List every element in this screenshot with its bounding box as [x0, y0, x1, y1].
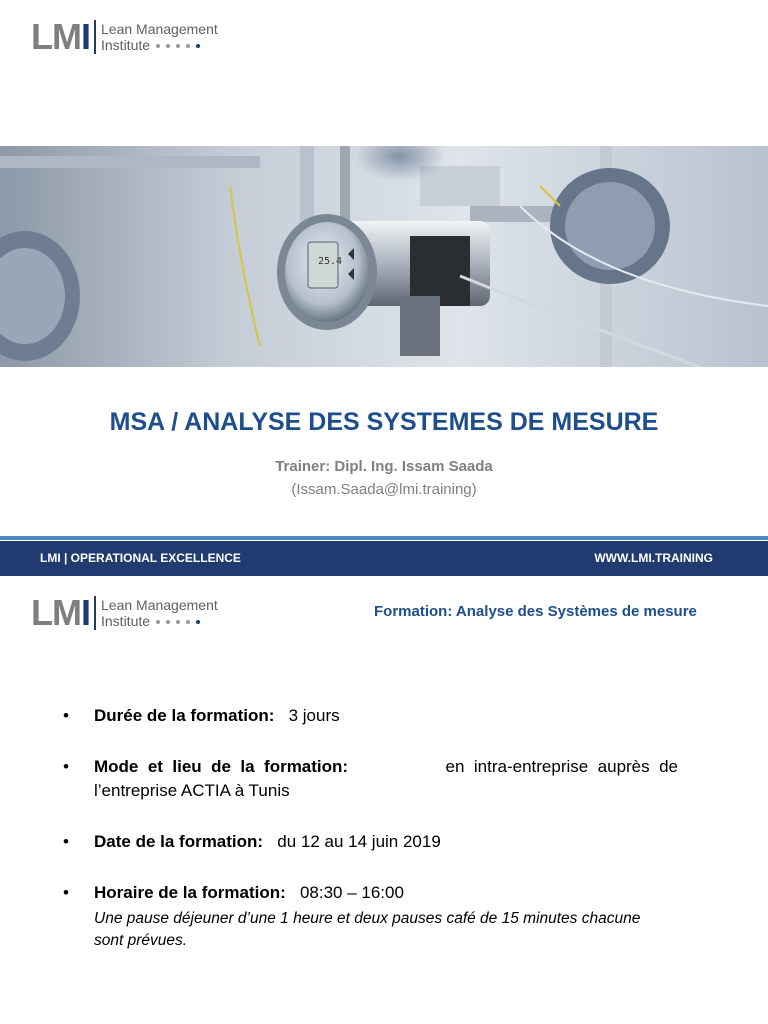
list-item-mode	[63, 755, 678, 803]
logo-line-1: Lean Management	[101, 597, 218, 613]
footer-website: WWW.LMI.TRAINING	[594, 551, 713, 565]
logo-divider	[94, 596, 96, 630]
footer-bar	[0, 541, 768, 576]
bullet-icon: •	[63, 706, 69, 725]
item-value: 3 jours	[288, 706, 340, 725]
item-value-continued: l’entreprise ACTIA à Tunis	[94, 781, 290, 800]
logo-text	[101, 21, 218, 53]
list-item-date	[63, 830, 678, 854]
logo-text	[101, 597, 218, 629]
item-label: Durée de la formation:	[94, 706, 275, 725]
logo-line-2: Institute	[101, 37, 218, 53]
footer-left-text: LMI | OPERATIONAL EXCELLENCE	[40, 551, 241, 565]
logo-divider	[94, 20, 96, 54]
trainer-email: (Issam.Saada@lmi.training)	[291, 481, 477, 498]
item-label: Horaire de la formation:	[94, 883, 286, 902]
bullet-icon: •	[63, 832, 69, 851]
training-details-list	[63, 704, 678, 952]
slide-title: MSA / ANALYSE DES SYSTEMES DE MESURE	[109, 408, 659, 436]
item-label: Mode et lieu de la formation:	[94, 757, 349, 776]
item-label: Date de la formation:	[94, 832, 264, 851]
logo-dots	[156, 620, 200, 624]
lmi-logo	[31, 592, 218, 633]
item-value: du 12 au 14 juin 2019	[277, 832, 441, 851]
trainer-name: Trainer: Dipl. Ing. Issam Saada	[275, 458, 493, 475]
logo-dots	[156, 44, 200, 48]
info-slide	[0, 576, 768, 1024]
logo-mark: LM I	[31, 16, 90, 57]
item-value: en intra-entreprise auprès de	[445, 757, 678, 776]
list-item-schedule	[63, 881, 678, 952]
schedule-note: Une pause déjeuner d’une 1 heure et deux pauses café de 15 minutes chacune sont prévues.	[94, 910, 641, 949]
bullet-icon: •	[63, 883, 69, 902]
bullet-icon: •	[63, 757, 69, 776]
item-value: 08:30 – 16:00	[299, 883, 404, 902]
logo-mark: LM I	[31, 592, 90, 633]
logo-line-1: Lean Management	[101, 21, 218, 37]
logo-line-2: Institute	[101, 613, 218, 629]
banner-image-measurement-gauges	[0, 146, 768, 367]
lmi-logo	[31, 16, 218, 57]
slide-header: Formation: Analyse des Systèmes de mesure	[374, 603, 697, 620]
gauge-readout: 25.4	[318, 256, 343, 267]
list-item-duration	[63, 704, 678, 728]
footer-accent-line	[0, 536, 768, 540]
